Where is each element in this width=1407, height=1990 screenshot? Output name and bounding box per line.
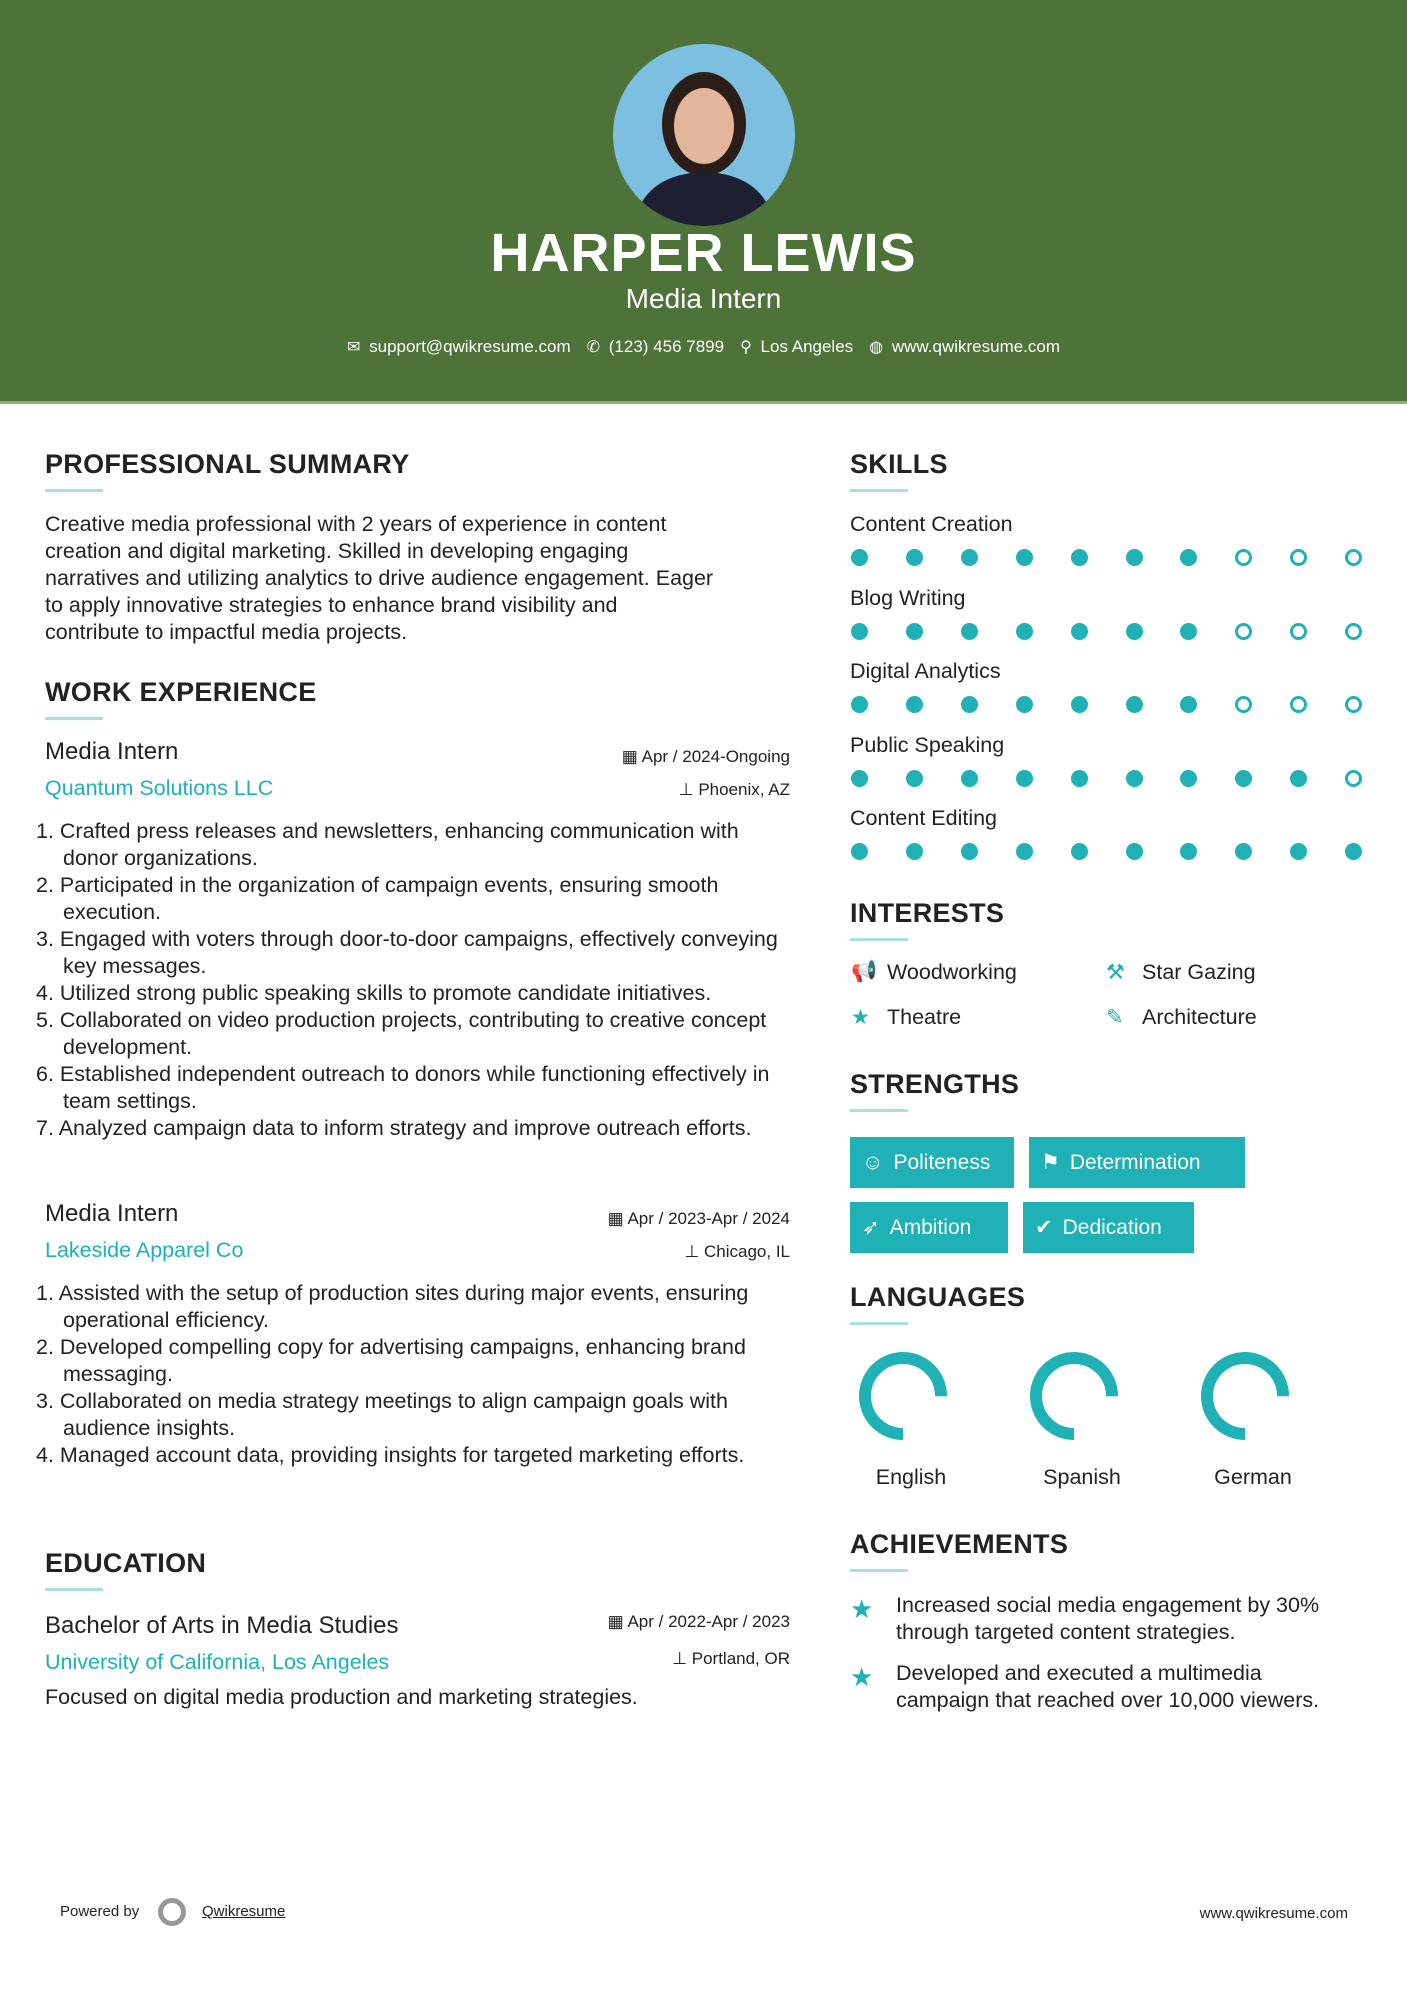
email-link[interactable]: support@qwikresume.com xyxy=(369,337,571,356)
bullet-item: 1. Assisted with the setup of production sites during major events, ensuring operational efficiency. xyxy=(36,1281,749,1332)
bullet-item: 7. Analyzed campaign data to inform strategy and improve outreach efforts. xyxy=(36,1116,752,1140)
skill-dot-empty xyxy=(1290,623,1307,640)
strengths-heading: STRENGTHS xyxy=(850,1069,1020,1099)
job-location: ⊥ Phoenix, AZ xyxy=(678,780,790,799)
skill-dot-filled xyxy=(1180,623,1197,640)
skill-dot-filled xyxy=(1180,696,1197,713)
skill-name: Blog Writing xyxy=(850,585,966,610)
language-level-ring xyxy=(1024,1346,1124,1446)
rocket-icon: ➶ xyxy=(862,1216,880,1239)
job-dates: ▦ Apr / 2023-Apr / 2024 xyxy=(607,1209,790,1228)
strength-badge: ✔ Dedication xyxy=(1023,1202,1194,1253)
smile-icon: ☺ xyxy=(862,1150,884,1174)
powered-by: Powered by xyxy=(60,1903,140,1920)
education-description: Focused on digital media production and marketing strategies. xyxy=(45,1685,638,1709)
skill-dot-filled xyxy=(1071,843,1088,860)
summary-text xyxy=(45,511,713,646)
strength-badge: ➶ Ambition xyxy=(850,1202,1008,1253)
interest-item: Woodworking xyxy=(887,960,1017,984)
skill-dot-filled xyxy=(1345,843,1362,860)
company-name[interactable]: Lakeside Apparel Co xyxy=(45,1238,244,1262)
job-bullets xyxy=(36,1280,796,1469)
flag-icon: ⚑ xyxy=(1041,1151,1060,1174)
skill-dot-filled xyxy=(1016,843,1033,860)
skill-dot-filled xyxy=(851,549,868,566)
pin-icon: ⊥ xyxy=(678,780,699,799)
job-location: ⊥ Chicago, IL xyxy=(684,1242,790,1261)
candidate-name: HARPER LEWIS xyxy=(490,223,917,283)
skill-dot-filled xyxy=(961,843,978,860)
skill-dot-filled xyxy=(1071,696,1088,713)
trophy-star-icon: ★ xyxy=(850,1594,874,1624)
strength-badge: ☺ Politeness xyxy=(850,1137,1014,1188)
degree: Bachelor of Arts in Media Studies xyxy=(45,1612,399,1639)
job-dates: ▦ Apr / 2024-Ongoing xyxy=(621,747,790,766)
summary-line: Creative media professional with 2 years of experience in content xyxy=(45,512,667,536)
bullet-item: 5. Collaborated on video production projects, contributing to creative concept development. xyxy=(36,1008,767,1059)
skill-dot-empty xyxy=(1345,770,1362,787)
skill-name: Content Creation xyxy=(850,512,1013,536)
interests-heading: INTERESTS xyxy=(850,898,1005,928)
skill-dot-filled xyxy=(1126,843,1143,860)
summary-heading: PROFESSIONAL SUMMARY xyxy=(45,449,410,479)
pin-icon: ⊥ xyxy=(672,1649,692,1668)
bullet-item: 6. Established independent outreach to donors while functioning effectively in team settings. xyxy=(36,1062,770,1113)
skill-dot-empty xyxy=(1235,623,1252,640)
profile-photo xyxy=(613,44,795,226)
company-name[interactable]: Quantum Solutions LLC xyxy=(45,776,274,800)
skill-dot-filled xyxy=(851,770,868,787)
location: Los Angeles xyxy=(760,337,854,356)
map-pin-icon: ⚲ xyxy=(740,339,752,356)
school[interactable]: University of California, Los Angeles xyxy=(45,1650,390,1674)
skill-dot-filled xyxy=(1071,770,1088,787)
interest-item: Theatre xyxy=(887,1005,962,1029)
education-dates: ▦ Apr / 2022-Apr / 2023 xyxy=(607,1612,790,1631)
bullet-item: 4. Utilized strong public speaking skills to promote candidate initiatives. xyxy=(36,981,712,1005)
skill-dot-empty xyxy=(1345,549,1362,566)
skill-name: Public Speaking xyxy=(850,732,1005,757)
contact-bar xyxy=(0,337,1407,357)
skill-dot-filled xyxy=(961,696,978,713)
language-level-ring xyxy=(853,1346,953,1446)
website-link[interactable]: www.qwikresume.com xyxy=(891,337,1061,356)
bullet-item: 2. Developed compelling copy for advertising campaigns, enhancing brand messaging. xyxy=(36,1335,746,1386)
job-title: Media Intern xyxy=(45,738,179,765)
job-bullets xyxy=(36,818,796,1142)
language-level-arc xyxy=(1036,1358,1112,1434)
skill-dot-filled xyxy=(851,843,868,860)
skill-dot-filled xyxy=(961,770,978,787)
skill-dot-empty xyxy=(1290,696,1307,713)
skill-dot-filled xyxy=(906,696,923,713)
language-level-arc xyxy=(1207,1358,1283,1434)
pin-icon: ⊥ xyxy=(684,1242,704,1261)
summary-line: contribute to impactful media projects. xyxy=(45,620,408,644)
language-level-ring xyxy=(1195,1346,1295,1446)
skill-dot-filled xyxy=(1016,549,1033,566)
skill-dot-filled xyxy=(1235,843,1252,860)
qwikresume-logo-icon xyxy=(158,1898,186,1926)
language-name: Spanish xyxy=(1043,1465,1121,1489)
achievements-heading: ACHIEVEMENTS xyxy=(850,1529,1069,1559)
footer-website[interactable]: www.qwikresume.com xyxy=(1199,1905,1348,1922)
skill-dot-filled xyxy=(1071,623,1088,640)
calendar-icon: ▦ xyxy=(607,1612,628,1631)
skill-dot-empty xyxy=(1345,696,1362,713)
skill-name: Content Editing xyxy=(850,806,998,831)
education-location: ⊥ Portland, OR xyxy=(672,1649,790,1668)
skill-dot-filled xyxy=(961,549,978,566)
brand-link[interactable]: Qwikresume xyxy=(202,1903,286,1920)
achievement-item: Developed and executed a multimedia campaign that reached over 10,000 viewers. xyxy=(896,1661,1320,1712)
star-icon: ★ xyxy=(851,1006,870,1029)
skill-dot-filled xyxy=(1180,770,1197,787)
bullet-item: 4. Managed account data, providing insights for targeted marketing efforts. xyxy=(36,1443,745,1467)
check-circle-icon: ✔ xyxy=(1035,1216,1053,1239)
skill-name: Digital Analytics xyxy=(850,659,1001,684)
strength-badge: ⚑ Determination xyxy=(1029,1137,1245,1188)
header xyxy=(0,0,1407,404)
summary-line: to apply innovative strategies to enhance brand visibility and xyxy=(45,593,618,617)
gavel-icon: ⚒ xyxy=(1106,961,1125,984)
skill-dot-filled xyxy=(1126,770,1143,787)
skill-dot-empty xyxy=(1235,549,1252,566)
skill-dot-empty xyxy=(1345,623,1362,640)
skill-dot-filled xyxy=(1126,549,1143,566)
languages-heading: LANGUAGES xyxy=(850,1282,1026,1312)
skill-dot-filled xyxy=(1071,549,1088,566)
skill-dot-filled xyxy=(906,770,923,787)
skill-dot-filled xyxy=(1290,770,1307,787)
candidate-title: Media Intern xyxy=(625,283,782,314)
bullet-item: 2. Participated in the organization of campaign events, ensuring smooth execution. xyxy=(36,873,719,924)
interest-item: Star Gazing xyxy=(1142,960,1256,984)
achievement-item: Increased social media engagement by 30% through targeted content strategies. xyxy=(896,1593,1320,1644)
summary-line: creation and digital marketing. Skilled in developing engaging xyxy=(45,539,629,563)
skill-dot-filled xyxy=(1126,696,1143,713)
skill-dot-filled xyxy=(1180,549,1197,566)
education-heading: EDUCATION xyxy=(45,1548,207,1578)
skill-dot-filled xyxy=(1016,770,1033,787)
job-title: Media Intern xyxy=(45,1200,179,1227)
skill-dot-filled xyxy=(906,843,923,860)
language-name: German xyxy=(1214,1465,1292,1489)
ticket-icon: ✎ xyxy=(1106,1006,1124,1029)
bullet-item: 3. Engaged with voters through door-to-door campaigns, effectively conveying key messages. xyxy=(36,927,778,978)
skill-dot-filled xyxy=(1126,623,1143,640)
skill-dot-filled xyxy=(906,623,923,640)
skill-dot-filled xyxy=(1290,843,1307,860)
globe-icon: ◍ xyxy=(869,339,884,356)
language-level-arc xyxy=(865,1358,941,1434)
phone: (123) 456 7899 xyxy=(608,337,725,356)
phone-icon: ✆ xyxy=(586,339,601,356)
skills-heading: SKILLS xyxy=(850,449,948,479)
skill-dot-filled xyxy=(1016,623,1033,640)
megaphone-icon: 📢 xyxy=(851,960,878,983)
envelope-icon: ✉ xyxy=(346,339,361,356)
experience-heading: WORK EXPERIENCE xyxy=(45,677,317,707)
skill-dot-filled xyxy=(906,549,923,566)
skill-dot-filled xyxy=(1235,770,1252,787)
bullet-item: 1. Crafted press releases and newsletters, enhancing communication with donor organizations. xyxy=(36,819,739,870)
trophy-star-icon: ★ xyxy=(850,1662,874,1692)
interest-item: Architecture xyxy=(1142,1005,1257,1029)
language-name: English xyxy=(875,1465,947,1489)
skill-dot-filled xyxy=(1180,843,1197,860)
skill-dot-empty xyxy=(1235,696,1252,713)
calendar-icon: ▦ xyxy=(621,747,642,766)
bullet-item: 3. Collaborated on media strategy meetings to align campaign goals with audience insights. xyxy=(36,1389,728,1440)
skill-dot-empty xyxy=(1290,549,1307,566)
skill-dot-filled xyxy=(961,623,978,640)
skill-dot-filled xyxy=(851,623,868,640)
skill-dot-filled xyxy=(851,696,868,713)
skill-dot-filled xyxy=(1016,696,1033,713)
summary-line: narratives and utilizing analytics to drive audience engagement. Eager xyxy=(45,566,714,590)
calendar-icon: ▦ xyxy=(607,1209,628,1228)
